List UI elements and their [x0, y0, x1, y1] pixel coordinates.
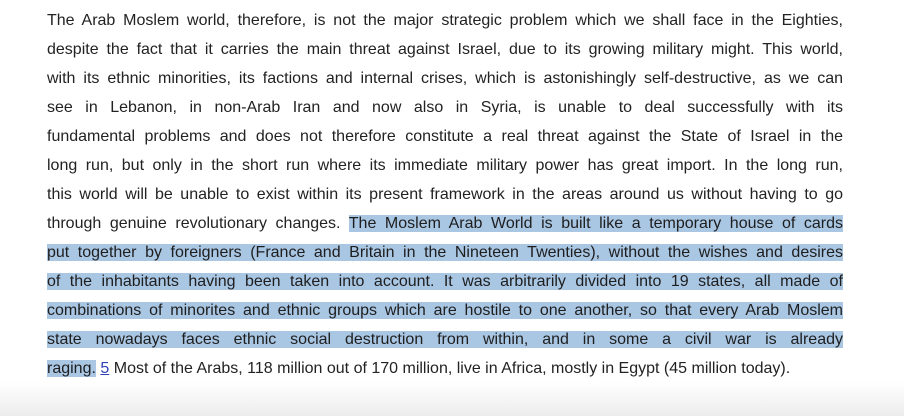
line-text: see in Lebanon, in non-Arab Iran and now also in Syria, is unable to deal successfully with its: [47, 99, 843, 116]
text-line: [47, 35, 843, 64]
highlighted-selection[interactable]: combinations of minorites and ethnic groups which are hostile to one another, so that every Arab Moslem: [47, 302, 843, 319]
document-body: [47, 6, 843, 383]
paragraph: [47, 6, 843, 383]
text-line: [47, 93, 843, 122]
line-text: The Arab Moslem world, therefore, is not the major strategic problem which we shall face in the Eighties,: [47, 12, 843, 29]
highlighted-selection[interactable]: of the inhabitants having been taken into account. It was arbitrarily divided into 19 states, all made of: [47, 273, 843, 290]
text-line: [47, 325, 843, 354]
text-line: [47, 267, 843, 296]
line-text: despite the fact that it carries the main threat against Israel, due to its growing military might. This world,: [47, 41, 843, 58]
text-line-last: [47, 354, 843, 383]
text-line: [47, 296, 843, 325]
highlighted-selection[interactable]: raging.: [47, 360, 96, 377]
text-line: [47, 64, 843, 93]
text-line: [47, 238, 843, 267]
line-text: this world will be unable to exist within its present framework in the areas around us without having to go: [47, 186, 843, 203]
line-text: long run, but only in the short run where its immediate military power has great import. In the long run,: [47, 157, 843, 174]
highlighted-selection[interactable]: state nowadays faces ethnic social destruction from within, and in some a civil war is already: [47, 331, 843, 348]
text-line: [47, 122, 843, 151]
line-text: Most of the Arabs, 118 million out of 170 million, live in Africa, mostly in Egypt (45 million today).: [113, 360, 791, 377]
text-line: [47, 151, 843, 180]
bottom-shadow: [0, 382, 904, 416]
highlighted-selection[interactable]: The Moslem Arab World is built like a temporary house of cards: [348, 215, 843, 232]
line-text: through genuine revolutionary changes.: [47, 215, 349, 232]
footnote-link[interactable]: 5: [100, 360, 110, 377]
text-line: [47, 180, 843, 209]
line-text: fundamental problems and does not therefore constitute a real threat against the State of Israel in the: [47, 128, 843, 145]
text-line: [47, 209, 843, 238]
line-text: with its ethnic minorities, its factions and internal crises, which is astonishingly self-destructive, as we can: [47, 70, 843, 87]
highlighted-selection[interactable]: put together by foreigners (France and Britain in the Nineteen Twenties), without the wishes and desires: [47, 244, 843, 261]
text-line: [47, 6, 843, 35]
